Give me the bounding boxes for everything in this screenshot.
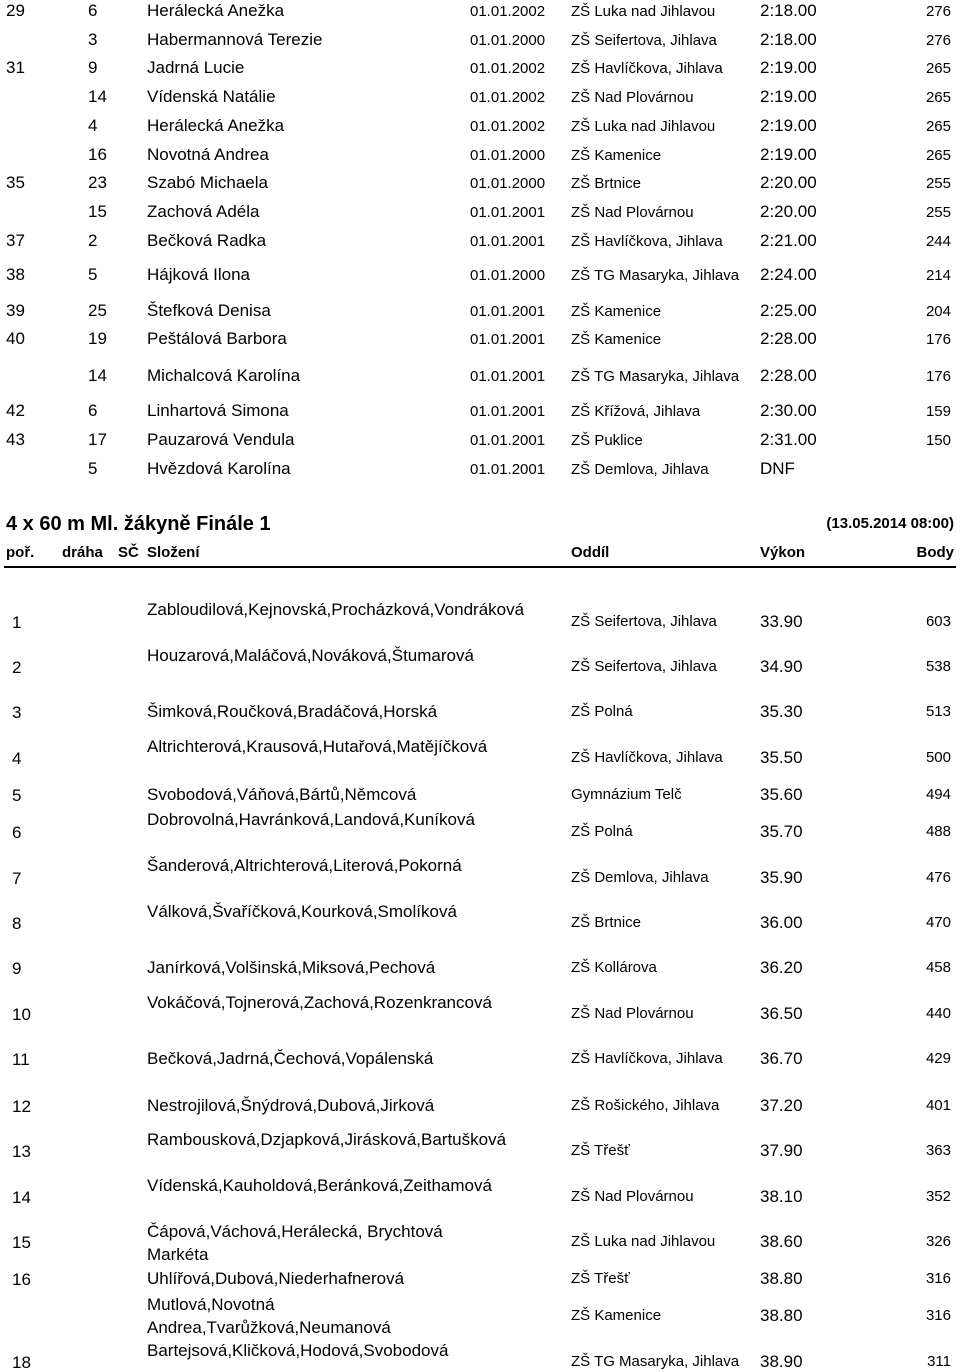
row-lane: 14 [88,366,107,385]
header-composition: Složení [147,544,200,561]
relay-rank: 3 [12,703,22,722]
row-time: 2:20.00 [760,173,817,192]
row-points: 276 [925,3,951,20]
relay-club: ZŠ Demlova, Jihlava [571,869,709,886]
row-name: Hájková Ilona [147,265,251,284]
relay-points: 603 [925,613,951,630]
relay-composition: Bartejsová,Kličková,Hodová,Svobodová [147,1341,449,1360]
row-name: Štefková Denisa [147,301,271,320]
row-points: 265 [925,118,951,135]
row-points: 214 [925,267,951,284]
row-points: 176 [925,368,951,385]
relay-club: ZŠ Polná [571,823,633,840]
row-time: 2:21.00 [760,231,817,250]
row-school: ZŠ Havlíčkova, Jihlava [571,233,723,250]
row-school: ZŠ Kamenice [571,303,662,320]
relay-result: 38.10 [760,1187,803,1206]
header-lane: dráha [62,544,103,561]
row-rank: 35 [6,173,25,192]
row-date: 01.01.2001 [470,331,546,348]
relay-club: ZŠ Nad Plovárnou [571,1005,694,1022]
row-lane: 6 [88,1,98,20]
relay-rank: 16 [12,1270,31,1289]
row-lane: 14 [88,87,107,106]
relay-result: 36.50 [760,1004,803,1023]
relay-rank: 13 [12,1142,31,1161]
row-points: 265 [925,89,951,106]
row-school: ZŠ TG Masaryka, Jihlava [571,267,740,284]
row-school: ZŠ Luka nad Jihlavou [571,3,716,20]
relay-rank: 14 [12,1188,31,1207]
relay-rank: 15 [12,1233,31,1252]
relay-result: 38.60 [760,1232,803,1251]
relay-points: 326 [925,1233,951,1250]
row-date: 01.01.2001 [470,303,546,320]
row-lane: 17 [88,430,107,449]
relay-composition: Zabloudilová,Kejnovská,Procházková,Vondráková [147,600,525,619]
relay-composition: Vokáčová,Tojnerová,Zachová,Rozenkrancová [147,993,492,1012]
row-name: Bečková Radka [147,231,267,250]
relay-composition: Čápová,Váchová,Herálecká, Brychtová Markéta [147,1222,443,1264]
relay-composition: Vídenská,Kauholdová,Beránková,Zeithamová [147,1176,492,1195]
row-time: 2:28.00 [760,366,817,385]
row-lane: 16 [88,145,107,164]
relay-result: 36.00 [760,913,803,932]
relay-composition: Válková,Švaříčková,Kourková,Smolíková [147,902,457,921]
relay-composition: Janírková,Volšinská,Miksová,Pechová [147,958,436,977]
relay-club: ZŠ Kollárova [571,959,657,976]
row-date: 01.01.2001 [470,461,546,478]
row-points: 150 [925,432,951,449]
relay-points: 500 [925,749,951,766]
row-name: Michalcová Karolína [147,366,301,385]
relay-points: 458 [925,959,951,976]
relay-rank: 9 [12,959,22,978]
row-date: 01.01.2000 [470,267,546,284]
relay-points: 476 [925,869,951,886]
row-school: ZŠ Brtnice [571,175,642,192]
row-points: 265 [925,60,951,77]
row-school: ZŠ Seifertova, Jihlava [571,32,717,49]
relay-points: 440 [925,1005,951,1022]
relay-composition: Uhlířová,Dubová,Niederhafnerová [147,1269,405,1288]
row-time: 2:30.00 [760,401,817,420]
row-school: ZŠ Nad Plovárnou [571,89,694,106]
row-name: Herálecká Anežka [147,116,285,135]
row-rank: 29 [6,1,25,20]
relay-club: ZŠ Seifertova, Jihlava [571,658,717,675]
row-points: 204 [925,303,951,320]
header-result: Výkon [760,544,806,561]
row-date: 01.01.2000 [470,147,546,164]
row-time: 2:19.00 [760,116,817,135]
relay-composition: Šimková,Roučková,Bradáčová,Horská [147,702,438,721]
row-lane: 25 [88,301,107,320]
relay-club: ZŠ Třešť [571,1270,630,1287]
relay-rank: 4 [12,749,22,768]
row-name: Jadrná Lucie [147,58,245,77]
row-time: 2:25.00 [760,301,817,320]
row-name: Peštálová Barbora [147,329,287,348]
relay-rank: 11 [12,1050,30,1069]
row-time: 2:18.00 [760,30,817,49]
row-school: ZŠ Křížová, Jihlava [571,403,701,420]
row-date: 01.01.2001 [470,432,546,449]
relay-composition: Altrichterová,Krausová,Hutařová,Matějíčková [147,737,488,756]
row-date: 01.01.2002 [470,60,546,77]
row-name: Zachová Adéla [147,202,260,221]
relay-club: ZŠ Rošického, Jihlava [571,1097,720,1114]
relay-rank: 1 [12,613,22,632]
header-divider [4,566,956,568]
relay-points: 488 [925,823,951,840]
row-time: 2:19.00 [760,58,817,77]
row-lane: 6 [88,401,98,420]
row-lane: 2 [88,231,98,250]
relay-points: 538 [925,658,951,675]
relay-club: ZŠ Kamenice [571,1307,662,1324]
row-time: 2:19.00 [760,87,817,106]
relay-result: 34.90 [760,657,803,676]
row-name: Pauzarová Vendula [147,430,295,449]
header-rank: poř. [6,544,35,561]
row-school: ZŠ Kamenice [571,331,662,348]
row-name: Herálecká Anežka [147,1,285,20]
row-rank: 40 [6,329,25,348]
relay-composition: Šanderová,Altrichterová,Literová,Pokorná [147,856,462,875]
relay-result: 37.90 [760,1141,803,1160]
row-name: Hvězdová Karolína [147,459,291,478]
row-points: 244 [925,233,951,250]
row-name: Vídenská Natálie [147,87,276,106]
relay-composition: Dobrovolná,Havránková,Landová,Kuníková [147,810,475,829]
row-lane: 9 [88,58,98,77]
relay-composition: Rambousková,Dzjapková,Jirásková,Bartušková [147,1130,507,1149]
row-rank: 31 [6,58,25,77]
relay-rank: 5 [12,786,22,805]
relay-rank: 6 [12,823,22,842]
relay-composition: Nestrojilová,Šnýdrová,Dubová,Jirková [147,1096,435,1115]
relay-club: ZŠ Brtnice [571,914,642,931]
relay-result: 35.60 [760,785,803,804]
relay-club: ZŠ TG Masaryka, Jihlava [571,1353,740,1370]
row-date: 01.01.2002 [470,118,546,135]
relay-points: 316 [925,1307,951,1324]
row-points: 265 [925,147,951,164]
row-rank: 37 [6,231,25,250]
relay-result: 35.50 [760,748,803,767]
row-date: 01.01.2002 [470,89,546,106]
relay-result: 33.90 [760,612,803,631]
row-school: ZŠ Kamenice [571,147,662,164]
row-name: Linhartová Simona [147,401,289,420]
header-club: Oddíl [571,544,610,561]
row-name: Novotná Andrea [147,145,269,164]
relay-composition: Houzarová,Maláčová,Nováková,Štumarová [147,646,474,665]
relay-result: 35.90 [760,868,803,887]
relay-club: ZŠ Seifertova, Jihlava [571,613,717,630]
relay-club: ZŠ Havlíčkova, Jihlava [571,749,723,766]
row-lane: 23 [88,173,107,192]
row-time: 2:19.00 [760,145,817,164]
relay-result: 38.90 [760,1352,803,1371]
row-points: 255 [925,204,951,221]
relay-rank: 2 [12,658,22,677]
relay-result: 37.20 [760,1096,803,1115]
row-rank: 39 [6,301,25,320]
row-date: 01.01.2001 [470,233,546,250]
row-date: 01.01.2001 [470,368,546,385]
row-school: ZŠ Havlíčkova, Jihlava [571,60,723,77]
row-time: 2:24.00 [760,265,817,284]
row-school: ZŠ Demlova, Jihlava [571,461,709,478]
relay-rank: 7 [12,869,22,888]
relay-rank: 18 [12,1353,31,1372]
row-date: 01.01.2002 [470,3,546,20]
relay-points: 401 [925,1097,951,1114]
row-points: 276 [925,32,951,49]
relay-result: 36.20 [760,958,803,977]
row-lane: 3 [88,30,98,49]
relay-points: 513 [925,703,951,720]
row-time: 2:28.00 [760,329,817,348]
relay-points: 470 [925,914,951,931]
section-datetime: (13.05.2014 08:00) [826,515,954,532]
row-school: ZŠ Luka nad Jihlavou [571,118,716,135]
row-school: ZŠ Puklice [571,432,643,449]
relay-points: 363 [925,1142,951,1159]
row-rank: 42 [6,401,25,420]
relay-rank: 10 [12,1005,31,1024]
row-points: 255 [925,175,951,192]
relay-points: 352 [925,1188,951,1205]
row-school: ZŠ TG Masaryka, Jihlava [571,368,740,385]
row-points: 159 [925,403,951,420]
row-name: Habermannová Terezie [147,30,323,49]
header-bib: SČ [118,544,139,561]
relay-club: Gymnázium Telč [571,786,682,803]
relay-rank: 8 [12,914,22,933]
relay-result: 38.80 [760,1306,803,1325]
relay-club: ZŠ Polná [571,703,633,720]
relay-composition: Bečková,Jadrná,Čechová,Vopálenská [147,1049,434,1068]
row-time: 2:18.00 [760,1,817,20]
row-date: 01.01.2001 [470,403,546,420]
header-points: Body [916,544,954,561]
row-time: DNF [760,459,795,478]
relay-club: ZŠ Luka nad Jihlavou [571,1233,716,1250]
relay-points: 429 [925,1050,951,1067]
relay-composition: Svobodová,Váňová,Bártů,Němcová [147,785,417,804]
row-lane: 19 [88,329,107,348]
relay-club: ZŠ Nad Plovárnou [571,1188,694,1205]
relay-result: 35.70 [760,822,803,841]
row-name: Szabó Michaela [147,173,268,192]
row-school: ZŠ Nad Plovárnou [571,204,694,221]
relay-result: 36.70 [760,1049,803,1068]
relay-result: 38.80 [760,1269,803,1288]
relay-composition: Mutlová,Novotná Andrea,Tvarůžková,Neumanová [147,1295,391,1337]
row-lane: 5 [88,265,98,284]
relay-club: ZŠ Třešť [571,1142,630,1159]
row-date: 01.01.2000 [470,32,546,49]
row-lane: 15 [88,202,107,221]
row-lane: 4 [88,116,98,135]
section-title: 4 x 60 m Ml. žákyně Finále 1 [6,513,271,535]
row-time: 2:31.00 [760,430,817,449]
relay-club: ZŠ Havlíčkova, Jihlava [571,1050,723,1067]
row-time: 2:20.00 [760,202,817,221]
relay-points: 316 [925,1270,951,1287]
relay-result: 35.30 [760,702,803,721]
row-lane: 5 [88,459,98,478]
row-rank: 38 [6,265,25,284]
relay-points: 494 [925,786,951,803]
row-date: 01.01.2000 [470,175,546,192]
relay-rank: 12 [12,1097,31,1116]
row-points: 176 [925,331,951,348]
row-rank: 43 [6,430,25,449]
relay-points: 311 [927,1353,951,1370]
row-date: 01.01.2001 [470,204,546,221]
